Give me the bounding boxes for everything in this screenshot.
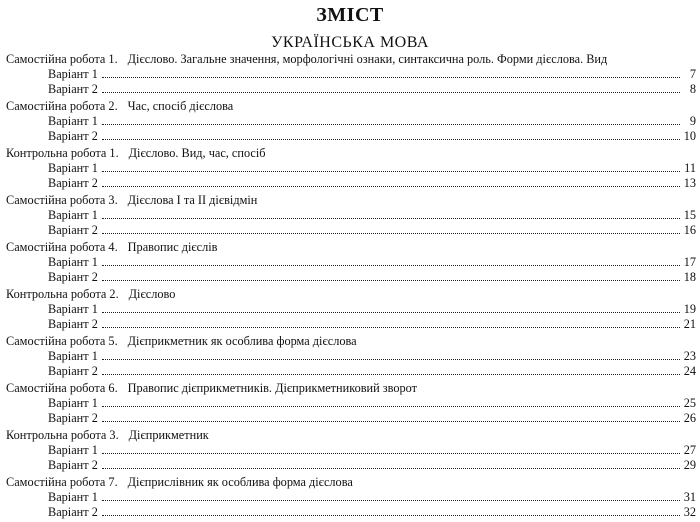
section-heading [6,193,696,208]
page-number: 19 [683,302,696,316]
toc-entry[interactable] [6,82,696,97]
page-number: 13 [683,176,696,190]
variant-label: Варіант 2 [48,176,98,190]
section-title: Дієприслівник як особлива форма дієслова [127,475,353,489]
toc-section [6,428,696,475]
page-number: 8 [689,82,696,96]
toc-section [6,99,696,146]
dot-leader [102,279,680,281]
dot-leader [102,264,680,266]
toc-entry[interactable] [6,129,696,144]
toc-entry[interactable] [6,458,696,473]
variant-label: Варіант 1 [48,349,98,363]
dot-leader [102,232,680,234]
toc-entry[interactable] [6,317,696,332]
toc-section [6,193,696,240]
section-label: Самостійна робота 6. [6,381,118,395]
toc-entry[interactable] [6,161,696,176]
page-number: 21 [683,317,696,331]
dot-leader [102,138,680,140]
dot-leader [102,123,680,125]
page-number: 32 [683,505,696,519]
toc-section [6,287,696,334]
page-number: 31 [683,490,696,504]
toc-section [6,381,696,428]
section-label: Самостійна робота 5. [6,334,118,348]
page-number: 7 [689,67,696,81]
section-title: Правопис дієслів [127,240,218,254]
toc-entry[interactable] [6,114,696,129]
dot-leader [102,452,680,454]
toc-entry[interactable] [6,270,696,285]
dot-leader [102,185,680,187]
variant-label: Варіант 1 [48,67,98,81]
toc-entry[interactable] [6,67,696,82]
page-number: 24 [683,364,696,378]
page-title: ЗМІСТ [316,4,384,26]
variant-label: Варіант 1 [48,396,98,410]
toc-entry[interactable] [6,443,696,458]
toc-entry[interactable] [6,176,696,191]
dot-leader [102,326,680,328]
variant-label: Варіант 2 [48,411,98,425]
toc-section [6,52,696,99]
table-of-contents [6,52,696,522]
toc-section [6,334,696,381]
variant-label: Варіант 1 [48,114,98,128]
page-number: 10 [683,129,696,143]
section-title: Дієприкметник як особлива форма дієслова [127,334,357,348]
variant-label: Варіант 1 [48,161,98,175]
variant-label: Варіант 2 [48,458,98,472]
section-title: Час, спосіб дієслова [127,99,234,113]
section-label: Контрольна робота 1. [6,146,119,160]
variant-label: Варіант 2 [48,364,98,378]
section-heading [6,240,696,255]
section-label: Самостійна робота 2. [6,99,118,113]
page-number: 16 [683,223,696,237]
variant-label: Варіант 2 [48,317,98,331]
toc-entry[interactable] [6,505,696,520]
page-number: 25 [683,396,696,410]
variant-label: Варіант 2 [48,82,98,96]
dot-leader [102,373,680,375]
toc-section [6,240,696,287]
section-label: Контрольна робота 3. [6,428,119,442]
dot-leader [102,467,680,469]
toc-entry[interactable] [6,302,696,317]
page-number: 29 [683,458,696,472]
section-label: Самостійна робота 7. [6,475,118,489]
section-heading [6,428,696,443]
page-number: 26 [683,411,696,425]
section-label: Контрольна робота 2. [6,287,119,301]
dot-leader [102,91,680,93]
subject-heading: УКРАЇНСЬКА МОВА [271,34,429,51]
section-heading [6,99,696,114]
toc-entry[interactable] [6,364,696,379]
section-title: Дієслово. Вид, час, спосіб [128,146,266,160]
page-number: 18 [683,270,696,284]
section-label: Самостійна робота 1. [6,52,118,66]
section-label: Самостійна робота 4. [6,240,118,254]
toc-entry[interactable] [6,223,696,238]
toc-entry[interactable] [6,349,696,364]
toc-entry[interactable] [6,255,696,270]
section-title: Дієслово. Загальне значення, морфологічні ознаки, синтаксична роль. Форми дієслова. Вид [127,52,608,66]
section-heading [6,287,696,302]
section-heading [6,334,696,349]
variant-label: Варіант 1 [48,302,98,316]
dot-leader [102,514,680,516]
page-number: 27 [683,443,696,457]
variant-label: Варіант 1 [48,255,98,269]
dot-leader [102,405,680,407]
dot-leader [102,358,680,360]
toc-entry[interactable] [6,208,696,223]
variant-label: Варіант 2 [48,270,98,284]
variant-label: Варіант 1 [48,208,98,222]
variant-label: Варіант 1 [48,490,98,504]
dot-leader [102,217,680,219]
section-title: Дієслова I та II дієвідмін [127,193,258,207]
section-title: Дієприкметник [128,428,209,442]
dot-leader [102,420,680,422]
dot-leader [102,76,680,78]
variant-label: Варіант 1 [48,443,98,457]
section-heading [6,52,696,67]
section-heading [6,475,696,490]
section-label: Самостійна робота 3. [6,193,118,207]
variant-label: Варіант 2 [48,505,98,519]
dot-leader [102,311,680,313]
toc-section [6,146,696,193]
section-heading [6,146,696,161]
toc-entry[interactable] [6,396,696,411]
page-number: 9 [689,114,696,128]
dot-leader [102,170,680,172]
toc-entry[interactable] [6,411,696,426]
section-title: Дієслово [128,287,176,301]
page-number: 11 [684,161,696,175]
page-number: 17 [683,255,696,269]
variant-label: Варіант 2 [48,129,98,143]
variant-label: Варіант 2 [48,223,98,237]
section-title: Правопис дієприкметників. Дієприкметниковий зворот [127,381,417,395]
section-heading [6,381,696,396]
page-number: 23 [683,349,696,363]
page-number: 15 [683,208,696,222]
toc-entry[interactable] [6,490,696,505]
dot-leader [102,499,680,501]
